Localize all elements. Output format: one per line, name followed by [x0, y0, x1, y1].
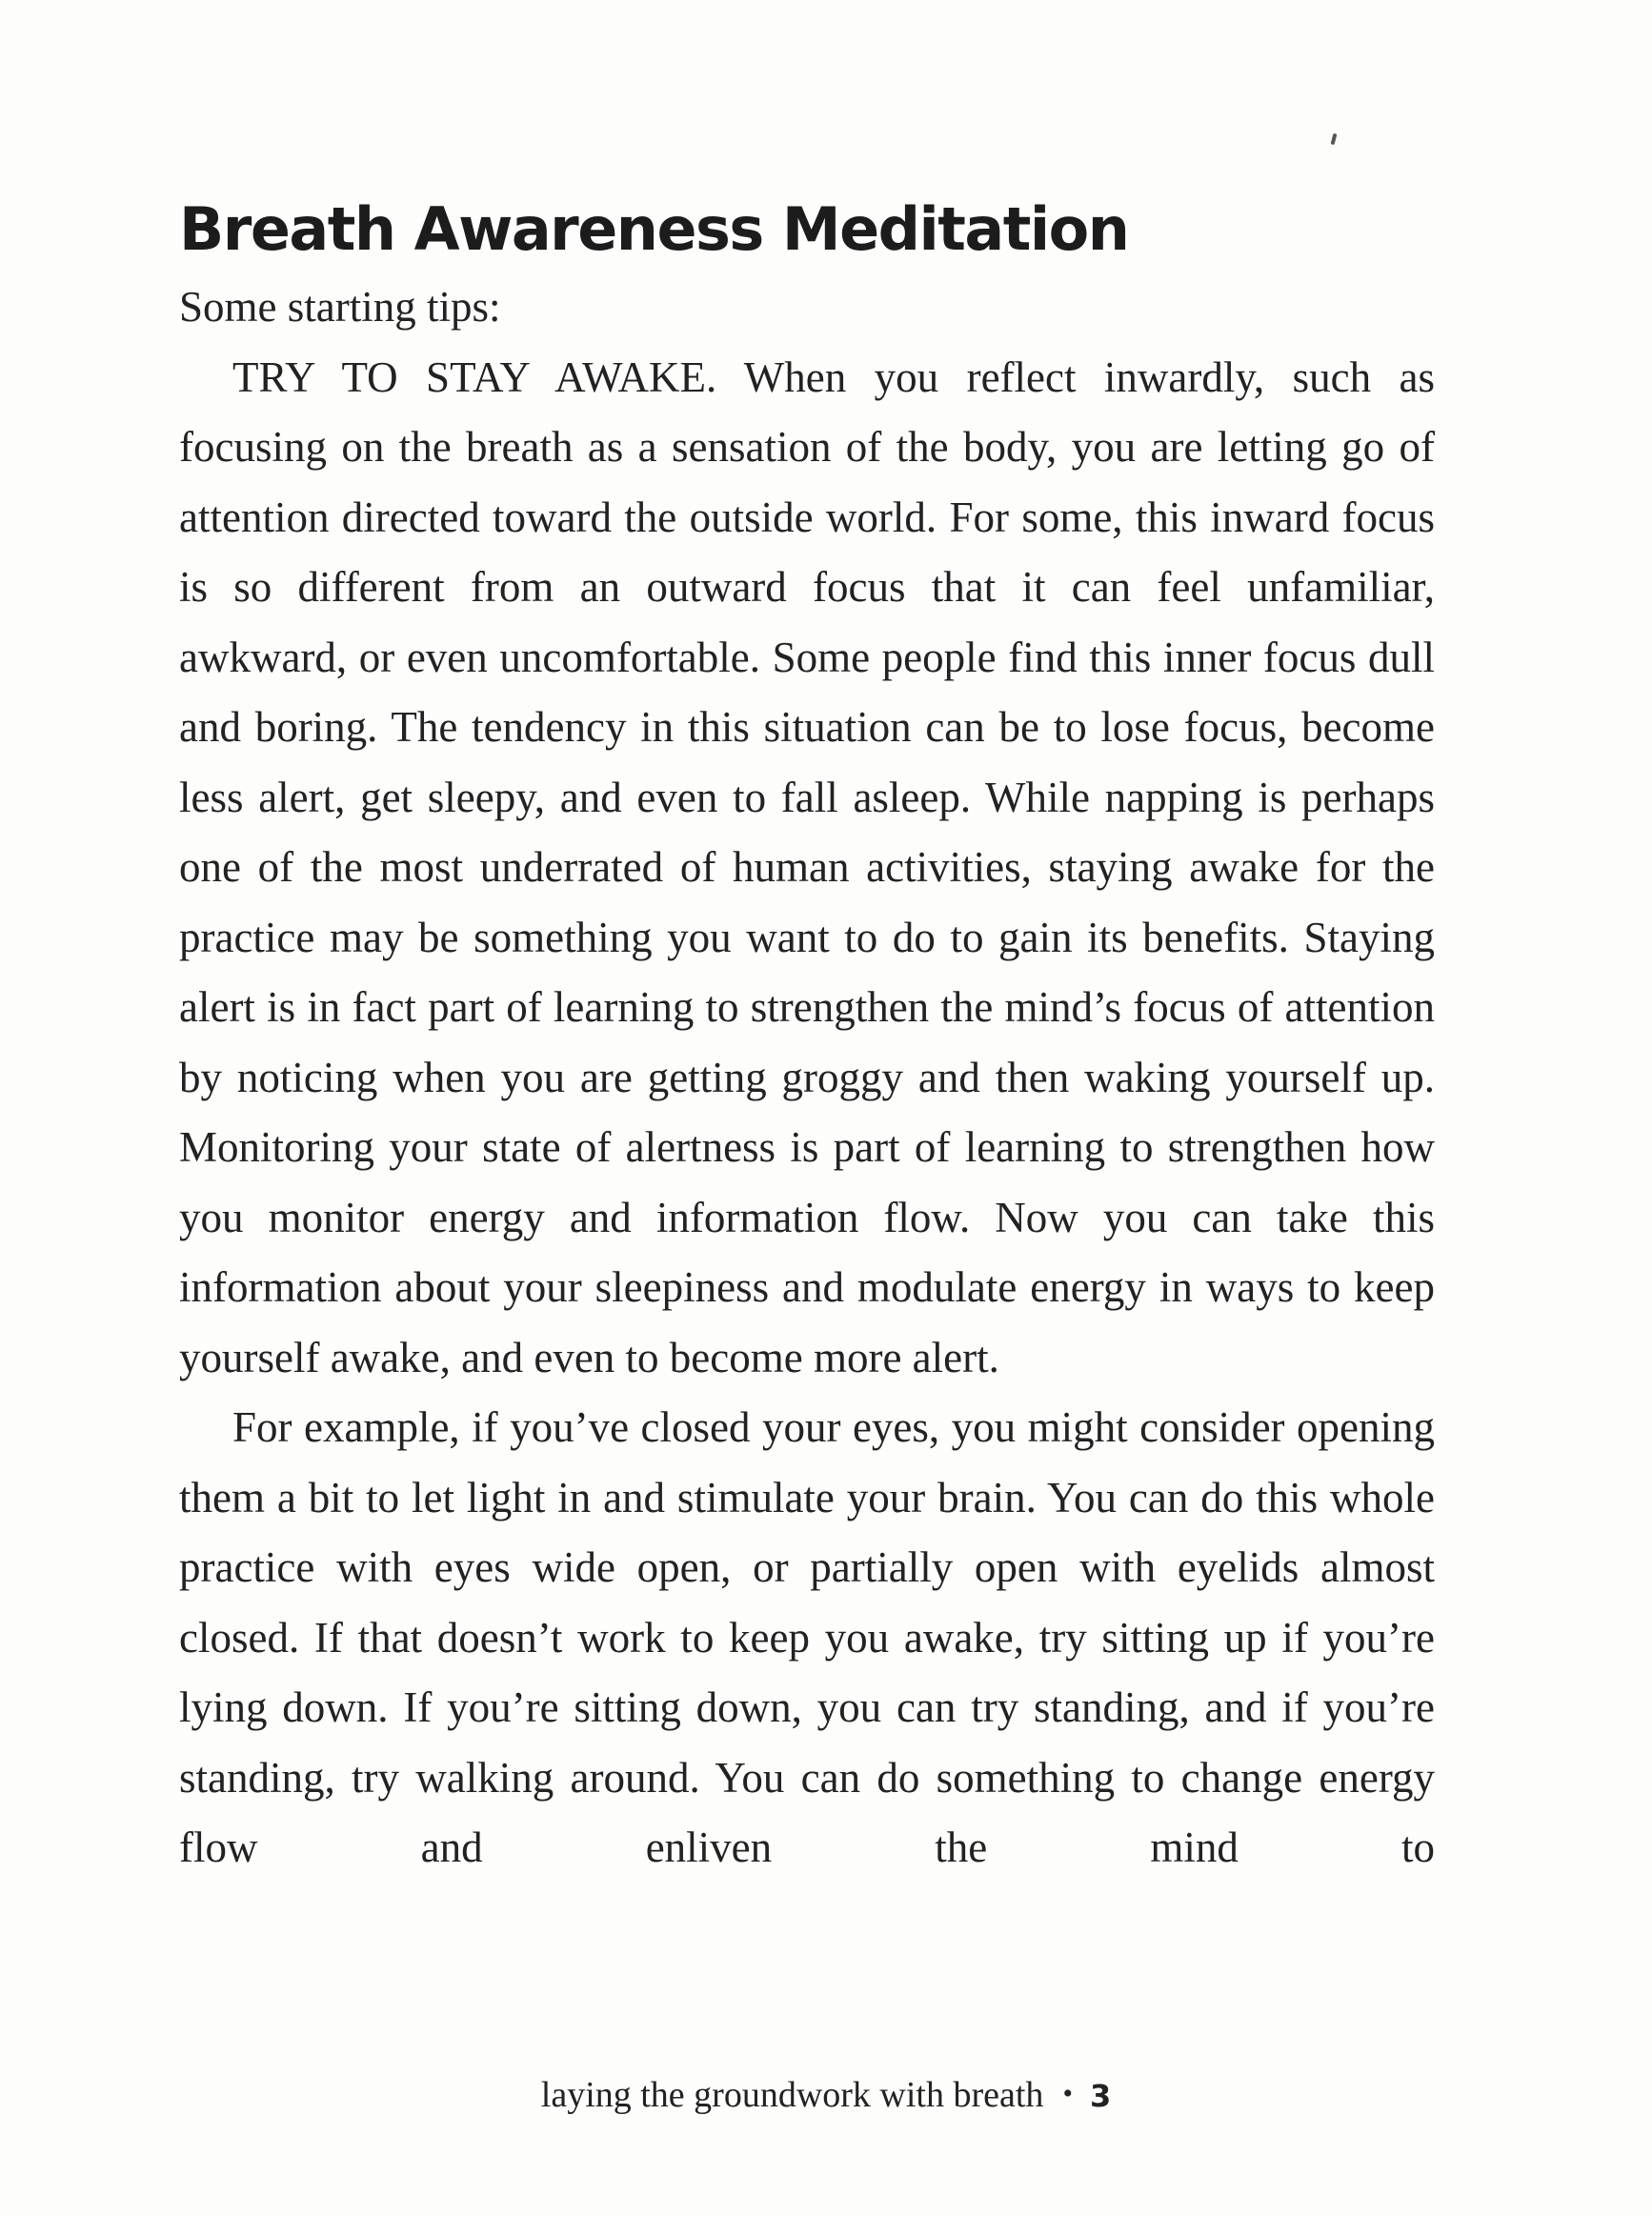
- body-paragraph-stay-awake: TRY TO STAY AWAKE. When you reflect inwardly, such as focusing on the breath as a sensation of the body, you are letting go of attention directed toward the outside world. For some, this inward focus is so different from an outward focus that it can feel unfamiliar, awkward, or even uncomfortable. Some people find this inner focus dull and boring. The tendency in this situation can be to lose focus, become less alert, get sleepy, and even to fall asleep. While napping is perhaps one of the most underrated of human activities, staying awake for the practice may be something you want to do to gain its benefits. Staying alert is in fact part of learning to strengthen the mind’s focus of attention by noticing when you are getting groggy and then waking yourself up. Monitoring your state of alertness is part of learning to strengthen how you monitor energy and information flow. Now you can take this information about your sleepiness and modulate energy in ways to keep yourself awake, and even to become more alert.: [179, 353, 1435, 1381]
- page-footer: [0, 2074, 1652, 2116]
- page-number: 3: [1089, 2078, 1112, 2114]
- section-heading: Breath Awareness Meditation: [179, 194, 1129, 264]
- ink-speck: [1331, 133, 1338, 146]
- body-paragraph-example: For example, if you’ve closed your eyes, you might consider opening them a bit to let light in and stimulate your brain. You can do this whole practice with eyes wide open, or partially open with eyelids almost closed. If that doesn’t work to keep you awake, try sitting up if you’re lying down. If you’re sitting down, you can try standing, and if you’re standing, try walking around. You can do something to change energy flow and enliven the mind to: [179, 1403, 1435, 1871]
- intro-line: Some starting tips:: [179, 283, 501, 331]
- page-content: [179, 187, 1435, 1884]
- running-title: laying the groundwork with breath: [540, 2075, 1044, 2115]
- footer-bullet: •: [1062, 2078, 1073, 2109]
